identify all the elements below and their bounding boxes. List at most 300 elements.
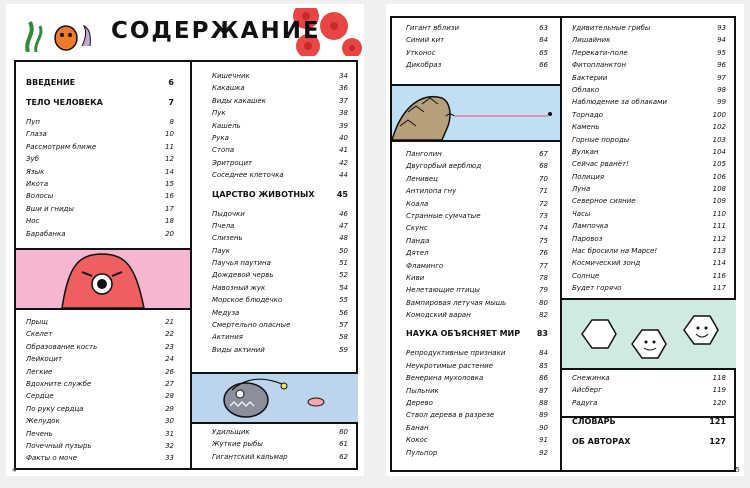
toc-entry-page: 97 [717, 73, 726, 82]
toc-entry [572, 24, 726, 36]
toc-entry-title: Жуткие рыбы [212, 440, 263, 449]
toc-entry-page: 103 [712, 135, 726, 144]
toc-entry-page: 96 [717, 61, 726, 70]
toc-entry [406, 374, 548, 386]
toc-entry-page: 20 [165, 229, 174, 238]
toc-entry-title: Часы [572, 209, 591, 218]
toc-entry [212, 271, 348, 283]
toc-entry-title: Пук [212, 109, 226, 118]
toc-entry-title: Морское блюдечко [212, 296, 283, 305]
toc-entry [572, 197, 726, 209]
toc-entry [26, 192, 174, 204]
toc-entry-title: Торнадо [572, 110, 603, 119]
toc-entry-title: Кашель [212, 121, 241, 130]
toc-entry-title: Утконос [406, 48, 436, 57]
toc-entry-page: 79 [539, 286, 548, 295]
toc-entry-title: Фитопланктон [572, 61, 627, 70]
toc-entry-page: 30 [165, 417, 174, 426]
toc-entry-title: Будет горячо [572, 284, 622, 293]
toc-entry-title: Виды актиний [212, 345, 265, 354]
toc-entry [212, 453, 348, 465]
toc-entry-page: 83 [536, 329, 548, 339]
toc-entry-page: 71 [539, 187, 548, 196]
toc-entry-title: Волосы [26, 192, 54, 201]
toc-entry-title: Вулкан [572, 147, 599, 156]
toc-entry-title: Двугорбый верблюд [406, 162, 482, 171]
toc-entry-page: 21 [165, 318, 174, 326]
toc-entry-page: 111 [712, 222, 726, 231]
toc-entry-page: 66 [539, 61, 548, 70]
toc-entry-title: Пыдочки [212, 209, 245, 218]
toc-entry [406, 224, 548, 236]
toc-entry-page: 62 [339, 452, 348, 461]
toc-entry-title: Северное сияние [572, 197, 636, 206]
toc-entry-title: Навозный жук [212, 283, 266, 292]
toc-entry [26, 118, 174, 130]
toc-entry-title: Нос [26, 217, 40, 226]
toc-entry-page: 24 [165, 355, 174, 364]
toc-column-4 [212, 428, 348, 465]
toc-entry-page: 28 [165, 392, 174, 401]
toc-entry-title: Кишечник [212, 72, 250, 80]
toc-entry-title: ТЕЛО ЧЕЛОВЕКА [26, 98, 103, 107]
toc-entry [406, 36, 548, 48]
toc-entry [406, 387, 548, 399]
toc-entry-page: 29 [165, 404, 174, 413]
toc-entry [26, 230, 174, 242]
toc-entry [212, 296, 348, 308]
toc-entry [406, 299, 548, 311]
toc-entry-title: Вампировая летучая мышь [406, 298, 507, 307]
toc-entry [212, 333, 348, 345]
toc-entry-page: 15 [165, 179, 174, 188]
toc-entry-page: 45 [336, 189, 348, 199]
toc-entry-page: 93 [717, 24, 726, 32]
toc-entry [26, 343, 174, 355]
toc-entry-title: Прыщ [26, 318, 48, 326]
toc-entry-title: Дятел [406, 249, 429, 258]
toc-entry [26, 205, 174, 217]
toc-entry-page: 14 [165, 167, 174, 176]
toc-entry-title: Пыльник [406, 386, 439, 395]
toc-entry-title: СЛОВАРЬ [572, 417, 616, 427]
toc-entry-title: Странные сумчатые [406, 211, 481, 220]
toc-entry-page: 109 [712, 197, 726, 206]
toc-entry [406, 200, 548, 212]
toc-section-heading [26, 78, 174, 92]
toc-entry-page: 85 [539, 361, 548, 370]
toc-entry-title: Глаза [26, 130, 47, 139]
toc-entry-title: Ствол дерева в разрезе [406, 411, 495, 420]
toc-entry-page: 42 [339, 158, 348, 167]
toc-entry-title: Рассмотрим ближе [26, 142, 97, 151]
toc-entry-title: Зуб [26, 155, 39, 164]
toc-entry [406, 286, 548, 298]
toc-entry-title: Актиния [212, 333, 243, 342]
toc-entry-page: 60 [339, 428, 348, 436]
toc-entry [212, 346, 348, 358]
toc-section-heading [572, 417, 726, 431]
toc-entry-title: По руку сердца [26, 404, 84, 413]
toc-entry-title: Коала [406, 199, 429, 208]
toc-entry [212, 72, 348, 84]
toc-entry-title: Пульпор [406, 448, 438, 457]
toc-entry-title: Дождевой червь [212, 271, 274, 280]
toc-entry [572, 160, 726, 172]
toc-entry-title: Икота [26, 179, 49, 188]
toc-entry-page: 67 [539, 150, 548, 158]
page-number-right: 5 [735, 466, 740, 474]
toc-entry-page: 37 [339, 96, 348, 105]
toc-entry-page: 27 [165, 379, 174, 388]
toc-entry-title: Кокос [406, 436, 428, 445]
toc-entry-title: Киви [406, 273, 425, 282]
toc-entry-title: Неукротимые растение [406, 361, 494, 370]
toc-entry-title: Легкие [26, 367, 53, 376]
toc-entry-title: Солнце [572, 271, 600, 280]
toc-section-heading [406, 329, 548, 343]
toc-entry [406, 411, 548, 423]
toc-entry-page: 82 [539, 311, 548, 320]
toc-entry-title: Антилопа гну [406, 187, 457, 196]
toc-entry-title: Печень [26, 429, 53, 438]
toc-entry-page: 41 [339, 146, 348, 155]
toc-entry-page: 72 [539, 199, 548, 208]
toc-entry [406, 424, 548, 436]
toc-entry [572, 386, 726, 398]
toc-entry-title: Дикобраз [406, 61, 442, 70]
toc-entry [26, 318, 174, 330]
toc-entry [212, 309, 348, 321]
toc-entry [406, 24, 548, 36]
toc-entry-title: Вдохните службе [26, 379, 92, 388]
toc-entry [406, 175, 548, 187]
toc-entry-title: Бактерии [572, 73, 608, 82]
toc-entry-page: 99 [717, 98, 726, 107]
sea-plants-illustration [14, 16, 94, 52]
toc-entry [26, 217, 174, 229]
toc-entry-title: Репродуктивные признаки [406, 349, 506, 358]
toc-entry-page: 91 [539, 436, 548, 445]
toc-entry [572, 272, 726, 284]
toc-column-3 [212, 72, 348, 358]
toc-entry [26, 368, 174, 380]
toc-entry [212, 171, 348, 183]
toc-entry [572, 235, 726, 247]
toc-entry-page: 94 [717, 36, 726, 45]
toc-entry-page: 64 [539, 36, 548, 45]
toc-entry-title: Соседнее клеточка [212, 171, 284, 180]
toc-entry-page: 86 [539, 374, 548, 383]
toc-entry [572, 49, 726, 61]
toc-column-1 [26, 72, 174, 242]
toc-entry-page: 47 [339, 221, 348, 230]
toc-entry-page: 40 [339, 133, 348, 142]
toc-column-1 [406, 24, 548, 74]
monster-illustration [16, 250, 190, 308]
toc-section-heading [26, 98, 174, 112]
toc-entry [406, 262, 548, 274]
toc-entry-title: Ленивец [406, 174, 438, 183]
toc-entry-page: 89 [539, 411, 548, 420]
toc-entry-title: Камень [572, 123, 600, 132]
toc-entry-page: 119 [712, 386, 726, 395]
toc-entry-page: 127 [709, 437, 726, 447]
toc-box-right [390, 16, 736, 472]
toc-entry [212, 259, 348, 271]
toc-entry-page: 106 [712, 172, 726, 181]
toc-entry [406, 237, 548, 249]
toc-entry-page: 63 [539, 24, 548, 32]
toc-entry-title: Горные породы [572, 135, 630, 144]
toc-entry [26, 380, 174, 392]
toc-entry-title: Стопа [212, 146, 235, 155]
toc-entry-page: 54 [339, 283, 348, 292]
toc-entry-page: 65 [539, 48, 548, 57]
toc-entry [212, 97, 348, 109]
toc-entry-title: Рука [212, 133, 229, 142]
toc-entry-page: 39 [339, 121, 348, 130]
toc-entry [572, 148, 726, 160]
toc-entry-title: Панголин [406, 150, 442, 158]
toc-entry-title: Перекати-поле [572, 48, 628, 57]
toc-entry [406, 311, 548, 323]
toc-entry-title: Сердце [26, 392, 54, 401]
toc-entry-title: Слизень [212, 234, 243, 243]
toc-entry-title: Желудок [26, 417, 60, 426]
toc-entry [26, 130, 174, 142]
toc-entry [212, 247, 348, 259]
toc-entry-title: Панда [406, 236, 430, 245]
toc-entry-page: 56 [339, 308, 348, 317]
toc-entry-page: 114 [712, 259, 726, 268]
toc-entry-page: 17 [165, 204, 174, 213]
toc-entry-title: Скелет [26, 330, 53, 339]
toc-entry-page: 44 [339, 171, 348, 180]
toc-entry [406, 61, 548, 73]
salt-crystals-illustration [562, 300, 736, 368]
toc-entry [406, 187, 548, 199]
toc-entry [26, 430, 174, 442]
right-page [386, 4, 744, 476]
toc-column-2 [406, 150, 548, 461]
toc-entry [406, 449, 548, 461]
toc-entry-title: Факты о моче [26, 454, 77, 463]
toc-entry-page: 117 [712, 284, 726, 293]
toc-entry-title: ЦАРСТВО ЖИВОТНЫХ [212, 189, 315, 199]
toc-entry-page: 77 [539, 261, 548, 270]
toc-entry [572, 173, 726, 185]
toc-entry [212, 122, 348, 134]
toc-entry-page: 87 [539, 386, 548, 395]
toc-entry-page: 108 [712, 185, 726, 194]
toc-entry [26, 392, 174, 404]
toc-entry-page: 112 [712, 234, 726, 243]
toc-entry-page: 95 [717, 48, 726, 57]
toc-entry [26, 155, 174, 167]
toc-entry-page: 32 [165, 441, 174, 450]
toc-entry-page: 73 [539, 211, 548, 220]
toc-entry-title: Эритроцит [212, 158, 253, 167]
toc-entry-title: Облако [572, 85, 600, 94]
toc-entry-page: 11 [165, 142, 174, 151]
toc-entry-title: Банан [406, 423, 429, 432]
toc-entry-page: 92 [539, 448, 548, 457]
toc-entry [212, 146, 348, 158]
toc-entry-title: Нас бросили на Марсе! [572, 247, 658, 256]
toc-entry-title: Фламинго [406, 261, 444, 270]
toc-entry-title: Смертельно опасные [212, 321, 291, 330]
toc-entry [212, 84, 348, 96]
toc-entry-title: Гигант вблизи [406, 24, 460, 32]
toc-entry-page: 76 [539, 249, 548, 258]
toc-entry-title: Какашка [212, 84, 245, 93]
toc-entry-title: Комодский варан [406, 311, 471, 320]
toc-entry [406, 362, 548, 374]
toc-entry-title: Наблюдение за облаками [572, 98, 667, 107]
toc-entry-title: Лампочка [572, 222, 609, 231]
toc-entry-title: Радуга [572, 398, 598, 407]
toc-entry-page: 88 [539, 399, 548, 408]
toc-entry-page: 16 [165, 192, 174, 201]
anglerfish-illustration [192, 374, 358, 422]
toc-entry [26, 180, 174, 192]
toc-entry-page: 116 [712, 271, 726, 280]
toc-entry-title: Удивительные грибы [572, 24, 651, 32]
toc-entry [572, 259, 726, 271]
toc-column-2 [26, 318, 174, 467]
toc-entry-page: 105 [712, 160, 726, 169]
toc-entry-page: 113 [712, 247, 726, 256]
toc-entry [406, 212, 548, 224]
toc-entry [572, 185, 726, 197]
toc-entry-title: Синий кит [406, 36, 445, 45]
toc-entry-page: 58 [339, 333, 348, 342]
toc-entry-page: 61 [339, 440, 348, 449]
toc-entry-title: Космический зонд [572, 259, 641, 268]
toc-entry [212, 284, 348, 296]
toc-entry-page: 55 [339, 296, 348, 305]
toc-entry-page: 52 [339, 271, 348, 280]
toc-entry-page: 31 [165, 429, 174, 438]
toc-entry-page: 38 [339, 109, 348, 118]
toc-entry-title: Лишайник [572, 36, 611, 45]
toc-entry-title: ВВЕДЕНИЕ [26, 78, 76, 87]
toc-entry-title: Медуза [212, 308, 240, 317]
toc-entry-page: 7 [168, 98, 174, 107]
toc-box-left [14, 60, 358, 470]
toc-entry-page: 70 [539, 174, 548, 183]
toc-column-4 [572, 374, 726, 457]
toc-entry-title: Лейкоцит [26, 355, 63, 364]
toc-entry-title: Дерево [406, 399, 433, 408]
toc-entry [572, 284, 726, 296]
toc-section-heading [572, 437, 726, 451]
toc-entry [212, 210, 348, 222]
toc-entry [212, 222, 348, 234]
toc-entry-page: 50 [339, 246, 348, 255]
toc-entry-page: 80 [539, 298, 548, 307]
toc-entry [406, 436, 548, 448]
toc-entry [212, 134, 348, 146]
toc-entry-page: 118 [712, 374, 726, 382]
toc-entry [212, 159, 348, 171]
toc-entry-page: 90 [539, 423, 548, 432]
toc-entry-page: 26 [165, 367, 174, 376]
toc-entry [212, 109, 348, 121]
pangolin-illustration [392, 86, 560, 140]
page-number-left: 4 [12, 466, 17, 474]
toc-entry-title: Айсберг [572, 386, 602, 395]
toc-entry [26, 168, 174, 180]
toc-entry [212, 234, 348, 246]
toc-entry [212, 428, 348, 440]
toc-entry [406, 274, 548, 286]
toc-entry-page: 120 [712, 398, 726, 407]
toc-entry-page: 48 [339, 234, 348, 243]
toc-entry-page: 104 [712, 147, 726, 156]
toc-entry [406, 399, 548, 411]
toc-entry-title: Паучья паутина [212, 259, 271, 268]
toc-entry-page: 51 [339, 259, 348, 268]
toc-entry-title: Барабанка [26, 229, 66, 238]
toc-entry [572, 86, 726, 98]
toc-entry [572, 61, 726, 73]
toc-entry-title: Сейчас рванёт! [572, 160, 629, 169]
toc-entry [572, 136, 726, 148]
toc-entry-title: Образование кость [26, 342, 98, 351]
toc-entry-page: 23 [165, 342, 174, 351]
toc-entry-title: Венерина мухоловка [406, 374, 484, 383]
toc-entry-page: 22 [165, 330, 174, 339]
toc-entry-title: Скунс [406, 224, 428, 233]
toc-entry [572, 111, 726, 123]
toc-entry-page: 78 [539, 273, 548, 282]
toc-entry-title: Пчела [212, 221, 235, 230]
toc-entry [572, 399, 726, 411]
toc-entry [572, 36, 726, 48]
toc-entry [572, 222, 726, 234]
toc-entry [26, 405, 174, 417]
toc-entry [572, 247, 726, 259]
toc-entry [572, 98, 726, 110]
toc-entry [212, 440, 348, 452]
toc-entry-title: Удильщик [212, 428, 250, 436]
toc-entry [406, 249, 548, 261]
toc-entry-title: Вши и гниды [26, 204, 74, 213]
toc-entry-title: Пуп [26, 118, 40, 126]
toc-entry [26, 330, 174, 342]
toc-entry [26, 454, 174, 466]
toc-entry-page: 74 [539, 224, 548, 233]
toc-entry [406, 49, 548, 61]
toc-entry-page: 75 [539, 236, 548, 245]
toc-entry-title: Гигантский кальмар [212, 452, 288, 461]
toc-entry-page: 18 [165, 217, 174, 226]
toc-entry-page: 57 [339, 321, 348, 330]
toc-entry-page: 100 [712, 110, 726, 119]
toc-entry [406, 162, 548, 174]
toc-entry-page: 33 [165, 454, 174, 463]
toc-entry-title: Виды какашек [212, 96, 266, 105]
toc-entry [572, 374, 726, 386]
toc-entry-page: 6 [168, 78, 174, 87]
toc-entry-title: Нелетающие птицы [406, 286, 480, 295]
toc-entry-page: 98 [717, 85, 726, 94]
toc-entry-page: 68 [539, 162, 548, 171]
toc-entry-title: Полиция [572, 172, 605, 181]
toc-entry-page: 12 [165, 155, 174, 164]
